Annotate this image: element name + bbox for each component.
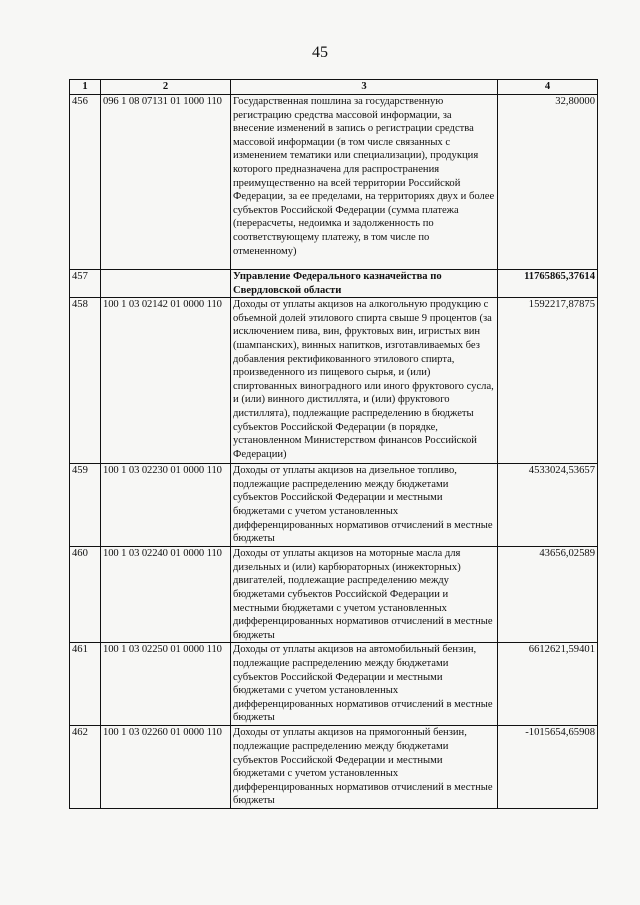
amount: 43656,02589 bbox=[498, 547, 598, 643]
amount: -1015654,65908 bbox=[498, 726, 598, 809]
revenue-name: Доходы от уплаты акцизов на алкогольную продукцию с объемной долей этилового спирта свыше 9 процентов (за исключением пива, вин, фруктовых вин, игристых вин (шампанских), винных напитков, изготавливаемых без добавления ректификованного этилового спирта, произведенного из пищевого сырья, и (или) спиртованных виноградного или иного фруктового сусла, и (или) винного дистиллята, и (или) фруктового дистиллята), подлежащие распределению в бюджеты субъектов Российской Федерации (в порядке, установленном Министерством финансов Российской Федерации) bbox=[231, 298, 498, 464]
table-row bbox=[70, 643, 598, 726]
page-number: 45 bbox=[312, 44, 328, 61]
row-number: 458 bbox=[70, 298, 101, 464]
row-number: 456 bbox=[70, 95, 101, 270]
table-row bbox=[70, 270, 598, 298]
budget-code bbox=[101, 270, 231, 298]
budget-code: 100 1 03 02240 01 0000 110 bbox=[101, 547, 231, 643]
table-header-row bbox=[70, 80, 598, 95]
revenue-name: Доходы от уплаты акцизов на моторные масла для дизельных и (или) карбюраторных (инжекторных) двигателей, подлежащие распределению между бюджетами субъектов Российской Федерации и местными бюджетами с учетом установленных дифференцированных нормативов отчислений в местные бюджеты bbox=[231, 547, 498, 643]
header-col-1: 1 bbox=[70, 80, 101, 95]
budget-code: 100 1 03 02230 01 0000 110 bbox=[101, 464, 231, 547]
revenue-name: Доходы от уплаты акцизов на прямогонный бензин, подлежащие распределению между бюджетами субъектов Российской Федерации и местными бюджетами с учетом установленных дифференцированных нормативов отчислений в местные бюджеты bbox=[231, 726, 498, 809]
revenue-name: Управление Федерального казначейства по Свердловской области bbox=[231, 270, 498, 298]
table-row bbox=[70, 298, 598, 464]
row-number: 457 bbox=[70, 270, 101, 298]
row-number: 459 bbox=[70, 464, 101, 547]
table-row bbox=[70, 547, 598, 643]
revenue-name: Государственная пошлина за государственную регистрацию средства массовой информации, за внесение изменений в запись о регистрации средства массовой информации (в том числе связанных с изменением тематики или специализации), продукция которого предназначена для распространения преимущественно на всей территории Российской Федерации, за ее пределами, на территориях двух и более субъектов Российской Федерации (сумма платежа (перерасчеты, недоимка и задолженность по соответствующему платежу, в том числе по отмененному) bbox=[231, 95, 498, 270]
row-number: 462 bbox=[70, 726, 101, 809]
revenue-name: Доходы от уплаты акцизов на автомобильный бензин, подлежащие распределению между бюджетами субъектов Российской Федерации и местными бюджетами с учетом установленных дифференцированных нормативов отчислений в местные бюджеты bbox=[231, 643, 498, 726]
budget-code: 100 1 03 02142 01 0000 110 bbox=[101, 298, 231, 464]
row-number: 460 bbox=[70, 547, 101, 643]
table-row bbox=[70, 726, 598, 809]
revenue-name: Доходы от уплаты акцизов на дизельное топливо, подлежащие распределению между бюджетами субъектов Российской Федерации и местными бюджетами с учетом установленных дифференцированных нормативов отчислений в местные бюджеты bbox=[231, 464, 498, 547]
header-col-3: 3 bbox=[231, 80, 498, 95]
amount: 4533024,53657 bbox=[498, 464, 598, 547]
budget-code: 100 1 03 02260 01 0000 110 bbox=[101, 726, 231, 809]
amount: 1592217,87875 bbox=[498, 298, 598, 464]
header-col-2: 2 bbox=[101, 80, 231, 95]
budget-code: 100 1 03 02250 01 0000 110 bbox=[101, 643, 231, 726]
amount: 6612621,59401 bbox=[498, 643, 598, 726]
amount: 11765865,37614 bbox=[498, 270, 598, 298]
revenue-table bbox=[69, 79, 598, 809]
table-row bbox=[70, 95, 598, 270]
table-row bbox=[70, 464, 598, 547]
budget-code: 096 1 08 07131 01 1000 110 bbox=[101, 95, 231, 270]
amount: 32,80000 bbox=[498, 95, 598, 270]
row-number: 461 bbox=[70, 643, 101, 726]
header-col-4: 4 bbox=[498, 80, 598, 95]
